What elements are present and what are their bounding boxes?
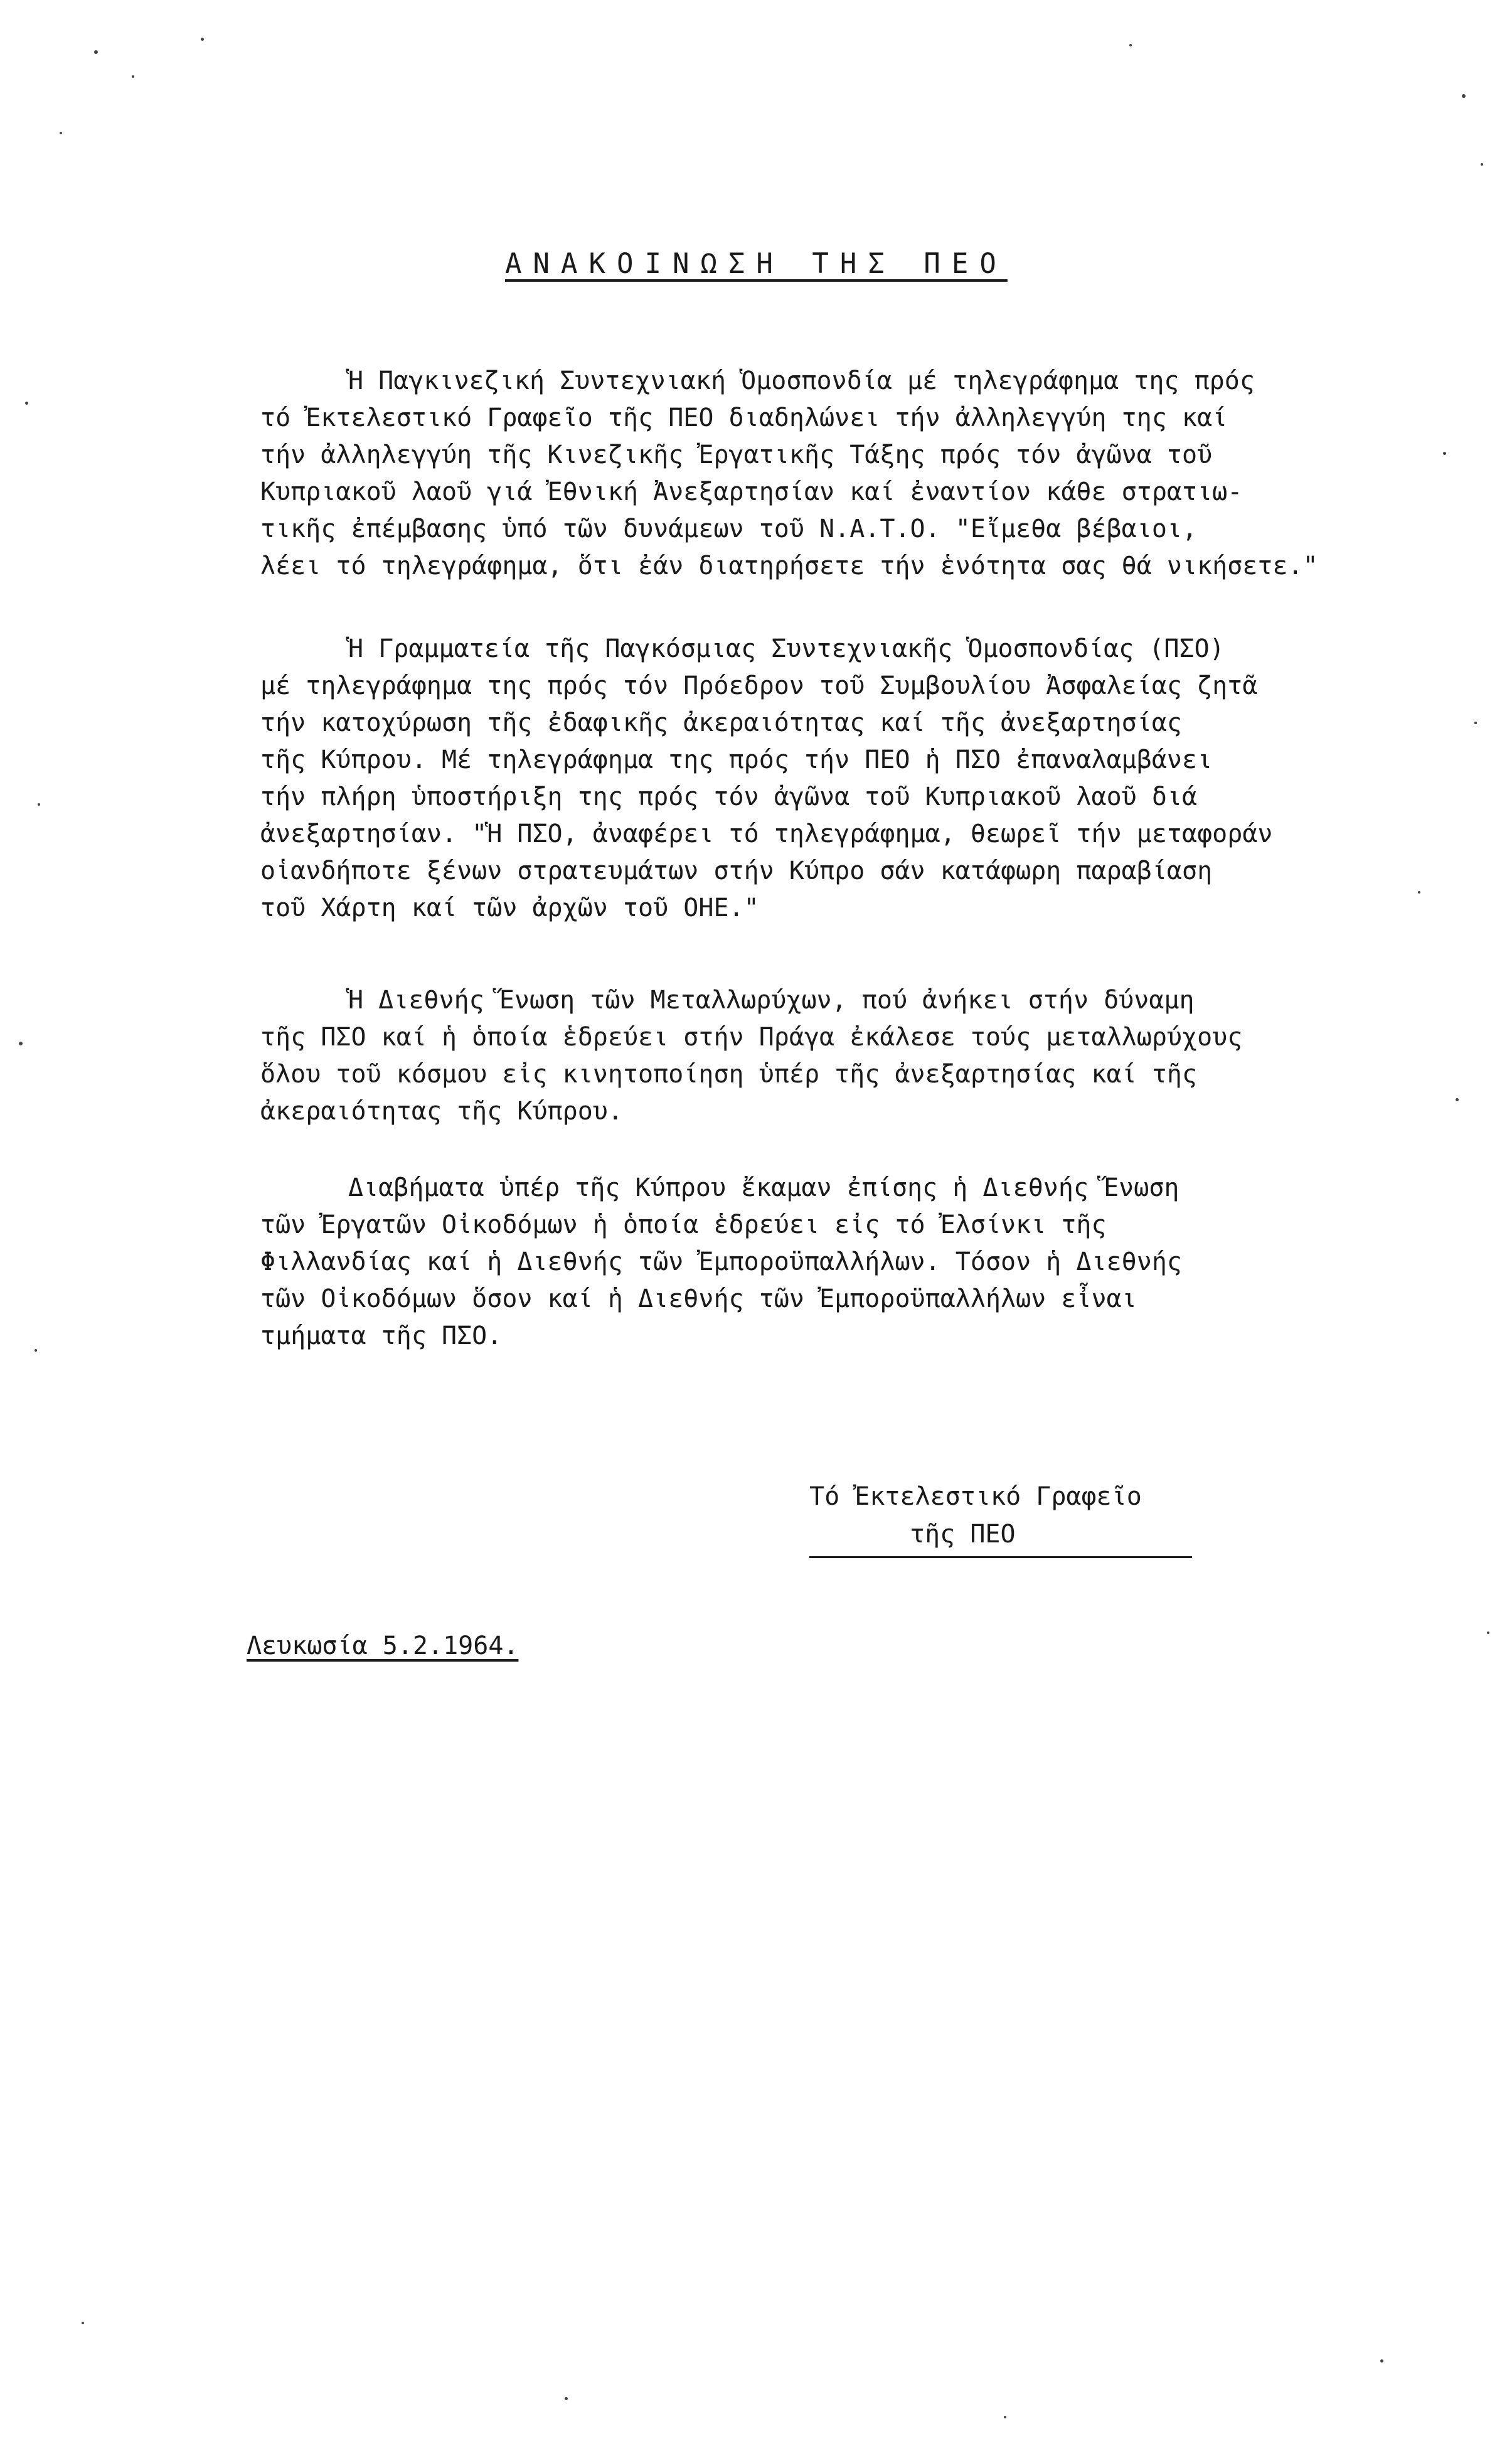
paragraph-line: Κυπριακοῦ λαοῦ γιά Ἐθνική Ἀνεξαρτησίαν καί ἐναντίον κάθε στρατιω- (260, 478, 1243, 506)
paragraph-line: ἀνεξαρτησίαν. "Ἡ ΠΣΟ, ἀναφέρει τό τηλεγράφημα, θεωρεῖ τήν μεταφοράν (260, 820, 1273, 848)
paragraph-line: τό Ἐκτελεστικό Γραφεῖο τῆς ΠΕΟ διαδηλώνει τήν ἀλληλεγγύη της καί (260, 403, 1228, 432)
paragraph-line: τήν κατοχύρωση τῆς ἐδαφικῆς ἀκεραιότητας καί τῆς ἀνεξαρτησίας (260, 708, 1183, 737)
paragraph-line: τῶν Ἐργατῶν Οἰκοδόμων ἡ ὁποία ἑδρεύει εἰς τό Ἐλσίνκι τῆς (260, 1210, 1107, 1239)
paragraph-line: τικῆς ἐπέμβασης ὑπό τῶν δυνάμεων τοῦ Ν.Α.Τ.Ο. "Εἴμεθα βέβαιοι, (260, 515, 1198, 543)
paragraph-wftu-secretariat (260, 631, 1402, 927)
paragraph-miners-union (260, 982, 1402, 1130)
paragraph-line: τῆς Κύπρου. Μέ τηλεγράφημα της πρός τήν ΠΕΟ ἡ ΠΣΟ ἐπαναλαμβάνει (260, 745, 1213, 774)
signature-block (809, 1478, 1142, 1553)
paragraph-line: τῆς ΠΣΟ καί ἡ ὁποία ἑδρεύει στήν Πράγα ἐκάλεσε τούς μεταλλωρύχους (260, 1023, 1243, 1052)
signature-line-1: Τό Ἐκτελεστικό Γραφεῖο (809, 1482, 1142, 1511)
paragraph-line: λέει τό τηλεγράφημα, ὅτι ἐάν διατηρήσετε τήν ἑνότητα σας θά νικήσετε." (260, 552, 1318, 580)
signature-line-2: τῆς ΠΕΟ (910, 1520, 1016, 1549)
paragraph-chinese-federation (260, 363, 1402, 585)
paragraph-line: ἀκεραιότητας τῆς Κύπρου. (260, 1097, 623, 1126)
signature-rule (809, 1556, 1192, 1558)
paragraph-line: Ἡ Διεθνής Ἕνωση τῶν Μεταλλωρύχων, πού ἀνήκει στήν δύναμη (348, 986, 1195, 1015)
paragraph-line: Διαβήματα ὑπέρ τῆς Κύπρου ἔκαμαν ἐπίσης ἡ Διεθνής Ἕνωση (348, 1173, 1179, 1202)
paragraph-line: τμήματα τῆς ΠΣΟ. (260, 1322, 503, 1350)
paragraph-line: οἱανδήποτε ξένων στρατευμάτων στήν Κύπρο σάν κατάφωρη παραβίαση (260, 857, 1213, 885)
paragraph-builders-employees (260, 1170, 1402, 1355)
paragraph-line: τῶν Οἰκοδόμων ὅσον καί ἡ Διεθνής τῶν Ἐμποροϋπαλλήλων εἶναι (260, 1284, 1137, 1313)
paragraph-line: μέ τηλεγράφημα της πρός τόν Πρόεδρον τοῦ Συμβουλίου Ἀσφαλείας ζητᾶ (260, 671, 1258, 700)
document-title: ΑΝΑΚΟΙΝΩΣΗ ΤΗΣ ΠΕΟ (505, 248, 1008, 280)
paragraph-line: τήν ἀλληλεγγύη τῆς Κινεζικῆς Ἐργατικῆς Τάξης πρός τόν ἀγῶνα τοῦ (260, 441, 1213, 469)
paragraph-line: τοῦ Χάρτη καί τῶν ἀρχῶν τοῦ ΟΗΕ." (260, 894, 759, 922)
paragraph-line: τήν πλήρη ὑποστήριξη της πρός τόν ἀγῶνα τοῦ Κυπριακοῦ λαοῦ διά (260, 782, 1198, 811)
paragraph-line: Ἡ Παγκινεζική Συντεχνιακή Ὁμοσπονδία μέ τηλεγράφημα της πρός (348, 366, 1255, 395)
document-date: Λευκωσία 5.2.1964. (247, 1631, 519, 1660)
paragraph-line: Ἡ Γραμματεία τῆς Παγκόσμιας Συντεχνιακῆς Ὁμοσπονδίας (ΠΣΟ) (348, 634, 1225, 663)
paragraph-line: ὅλου τοῦ κόσμου εἰς κινητοποίηση ὑπέρ τῆς ἀνεξαρτησίας καί τῆς (260, 1060, 1198, 1089)
paragraph-line: Φιλλανδίας καί ἡ Διεθνής τῶν Ἐμποροϋπαλλήλων. Τόσον ἡ Διεθνής (260, 1247, 1183, 1276)
